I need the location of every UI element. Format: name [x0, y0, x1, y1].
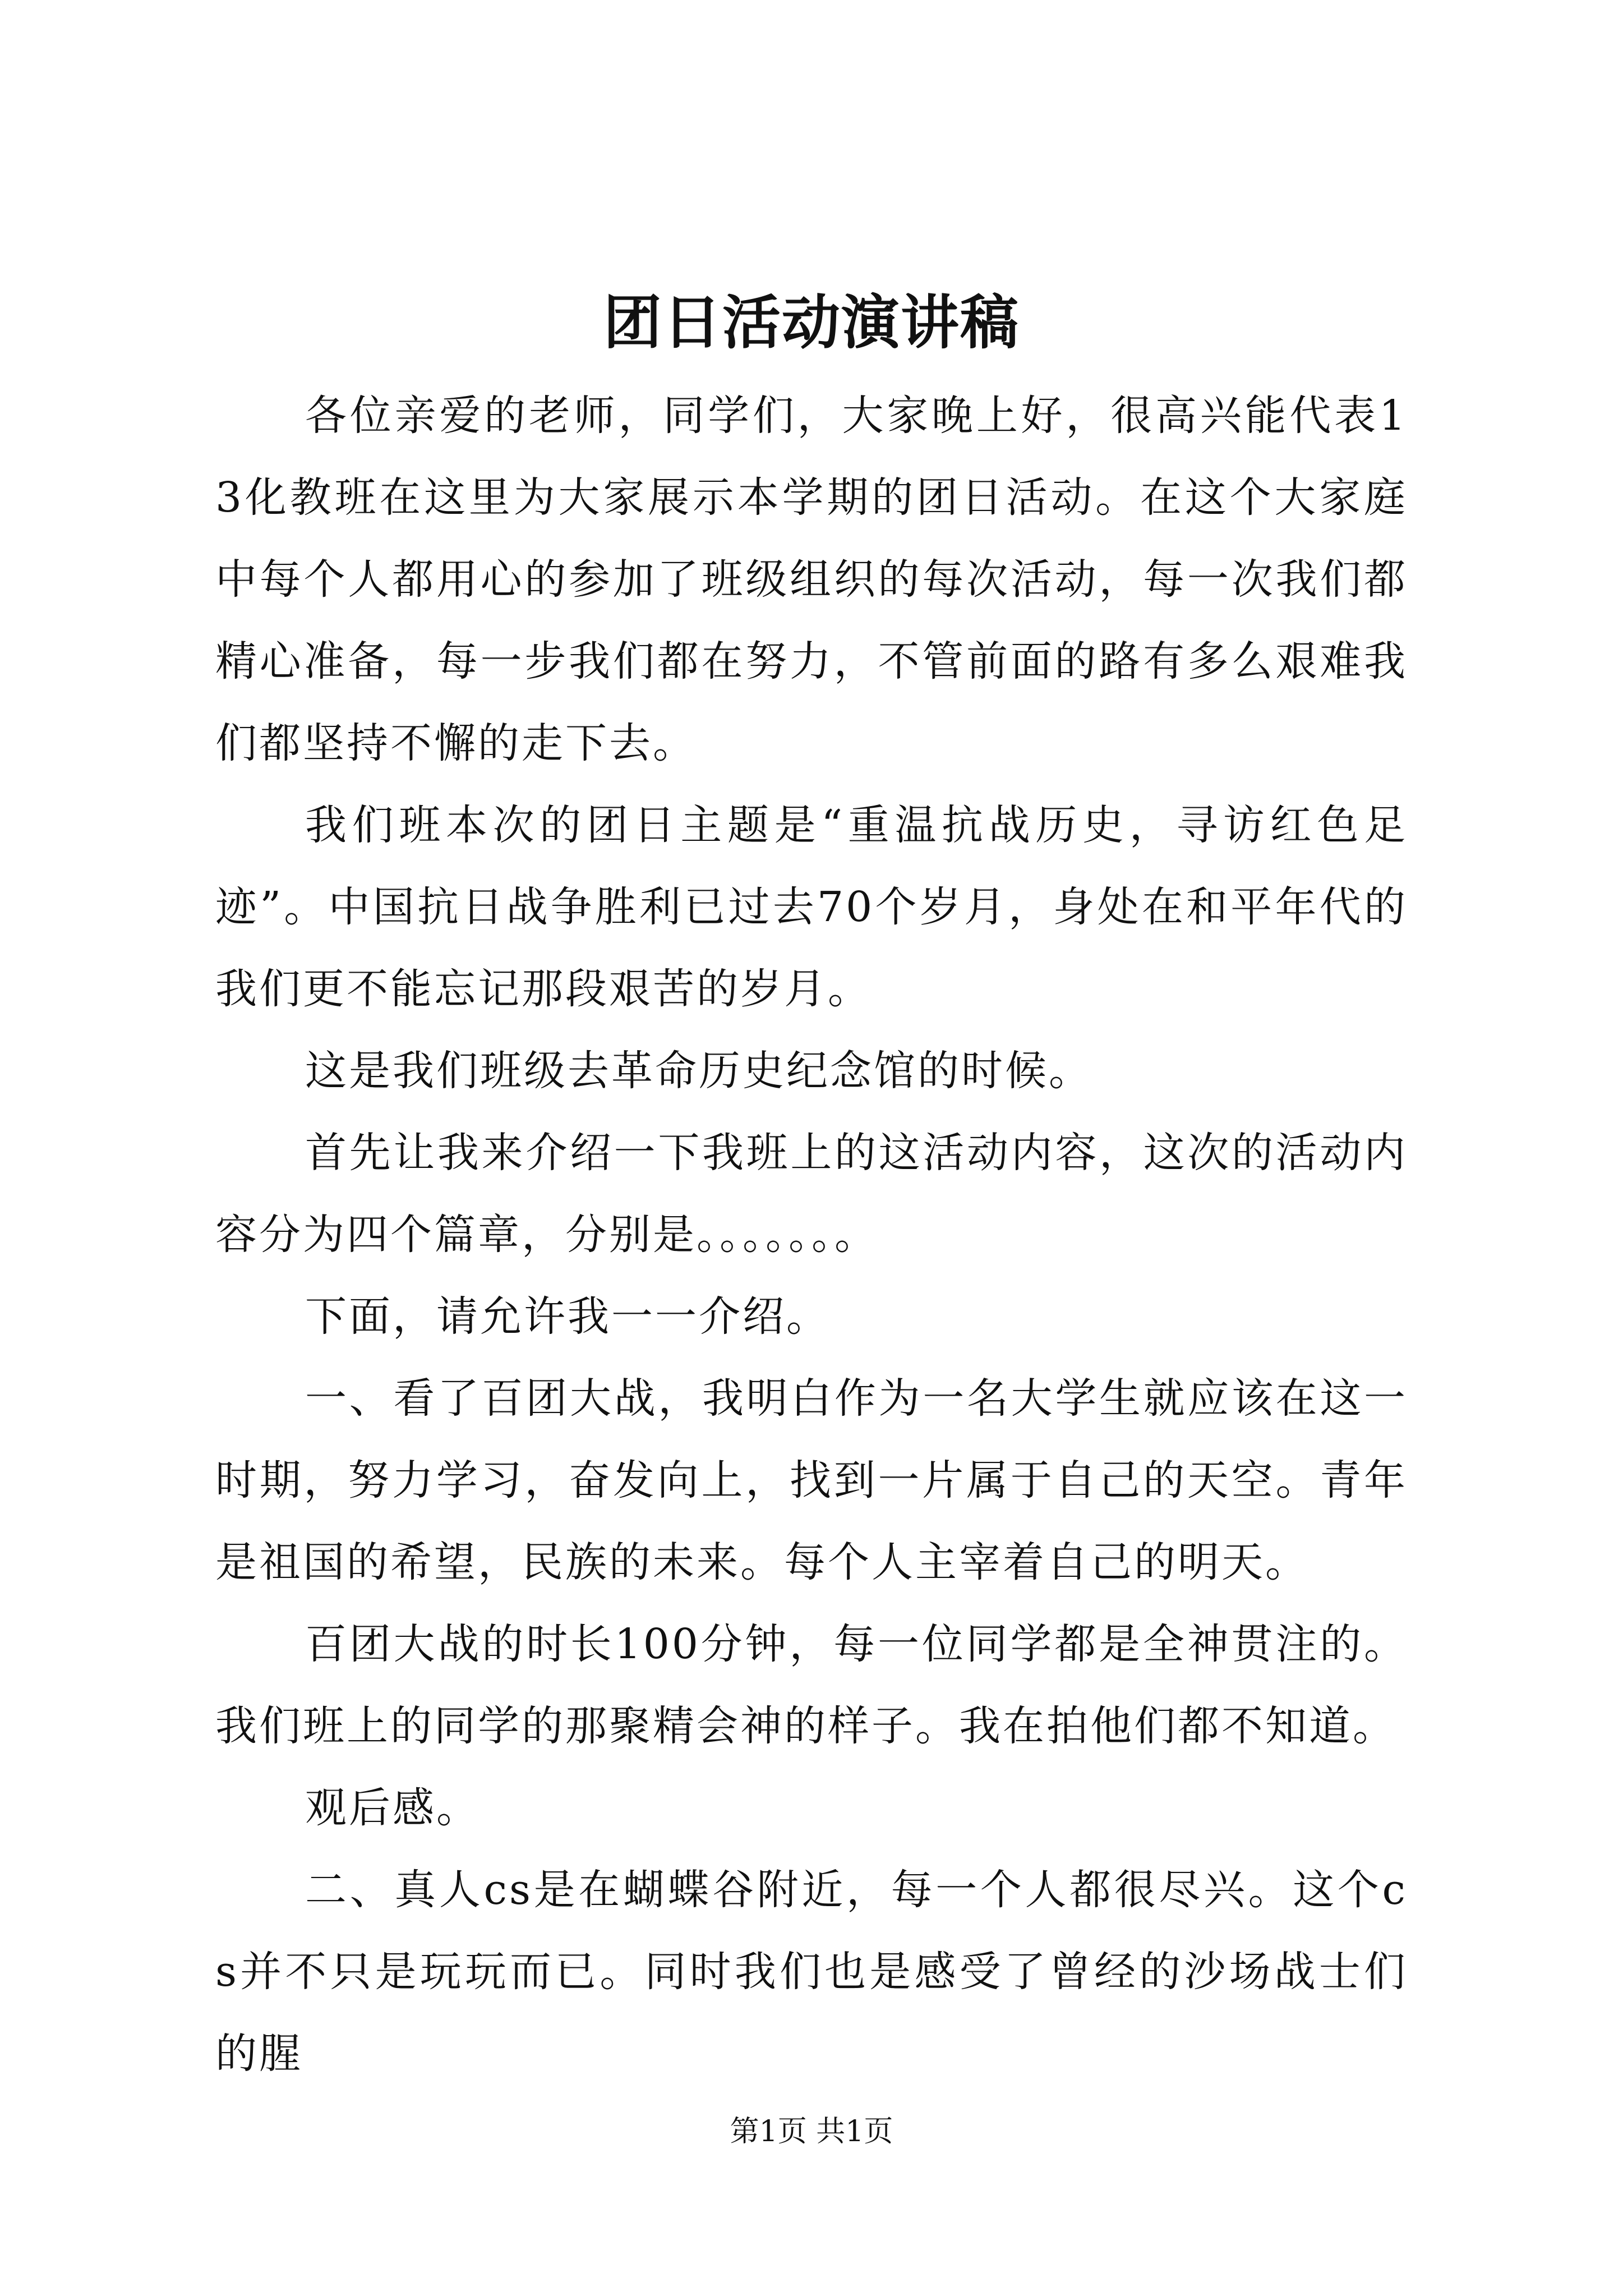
paragraph-greeting: 各位亲爱的老师，同学们，大家晚上好，很高兴能代表13化教班在这里为大家展示本学期的团日活动。在这个大家庭中每个人都用心的参加了班级组织的每次活动，每一次我们都精心准备，每一步我们都在努力，不管前面的路有多么艰难我们都坚持不懈的走下去。: [215, 392, 1408, 767]
paragraph-theme: 我们班本次的团日主题是“重温抗战历史，寻访红色足迹”。中国抗日战争胜利已过去70个岁月，身处在和平年代的我们更不能忘记那段艰苦的岁月。: [215, 801, 1408, 1013]
paragraph-memorial-visit: 这是我们班级去革命历史纪念馆的时候。: [305, 1047, 1092, 1095]
paragraph-hundred-regiments: 一、看了百团大战，我明白作为一名大学生就应该在这一时期，努力学习，奋发向上，找到一片属于自己的天空。青年是祖国的希望，民族的未来。每个人主宰着自己的明天。: [215, 1374, 1408, 1586]
paragraph-introduction: 下面，请允许我一一介绍。: [305, 1292, 830, 1341]
paragraph-film-duration: 百团大战的时长100分钟，每一位同学都是全神贯注的。我们班上的同学的那聚精会神的样子。我在拍他们都不知道。: [215, 1620, 1408, 1750]
paragraph-cs-game: 二、真人cs是在蝴蝶谷附近，每一个人都很尽兴。这个cs并不只是玩玩而已。同时我们也是感受了曾经的沙场战士们的腥: [215, 1866, 1408, 2078]
paragraph-reflection: 观后感。: [305, 1784, 480, 1832]
page-footer: 第1页 共1页: [730, 2115, 893, 2148]
paragraph-activity-intro: 首先让我来介绍一下我班上的这活动内容，这次的活动内容分为四个篇章，分别是。。。。。。。: [215, 1129, 1408, 1259]
document-title: 团日活动演讲稿: [603, 288, 1020, 357]
document-body: [215, 375, 1408, 2095]
